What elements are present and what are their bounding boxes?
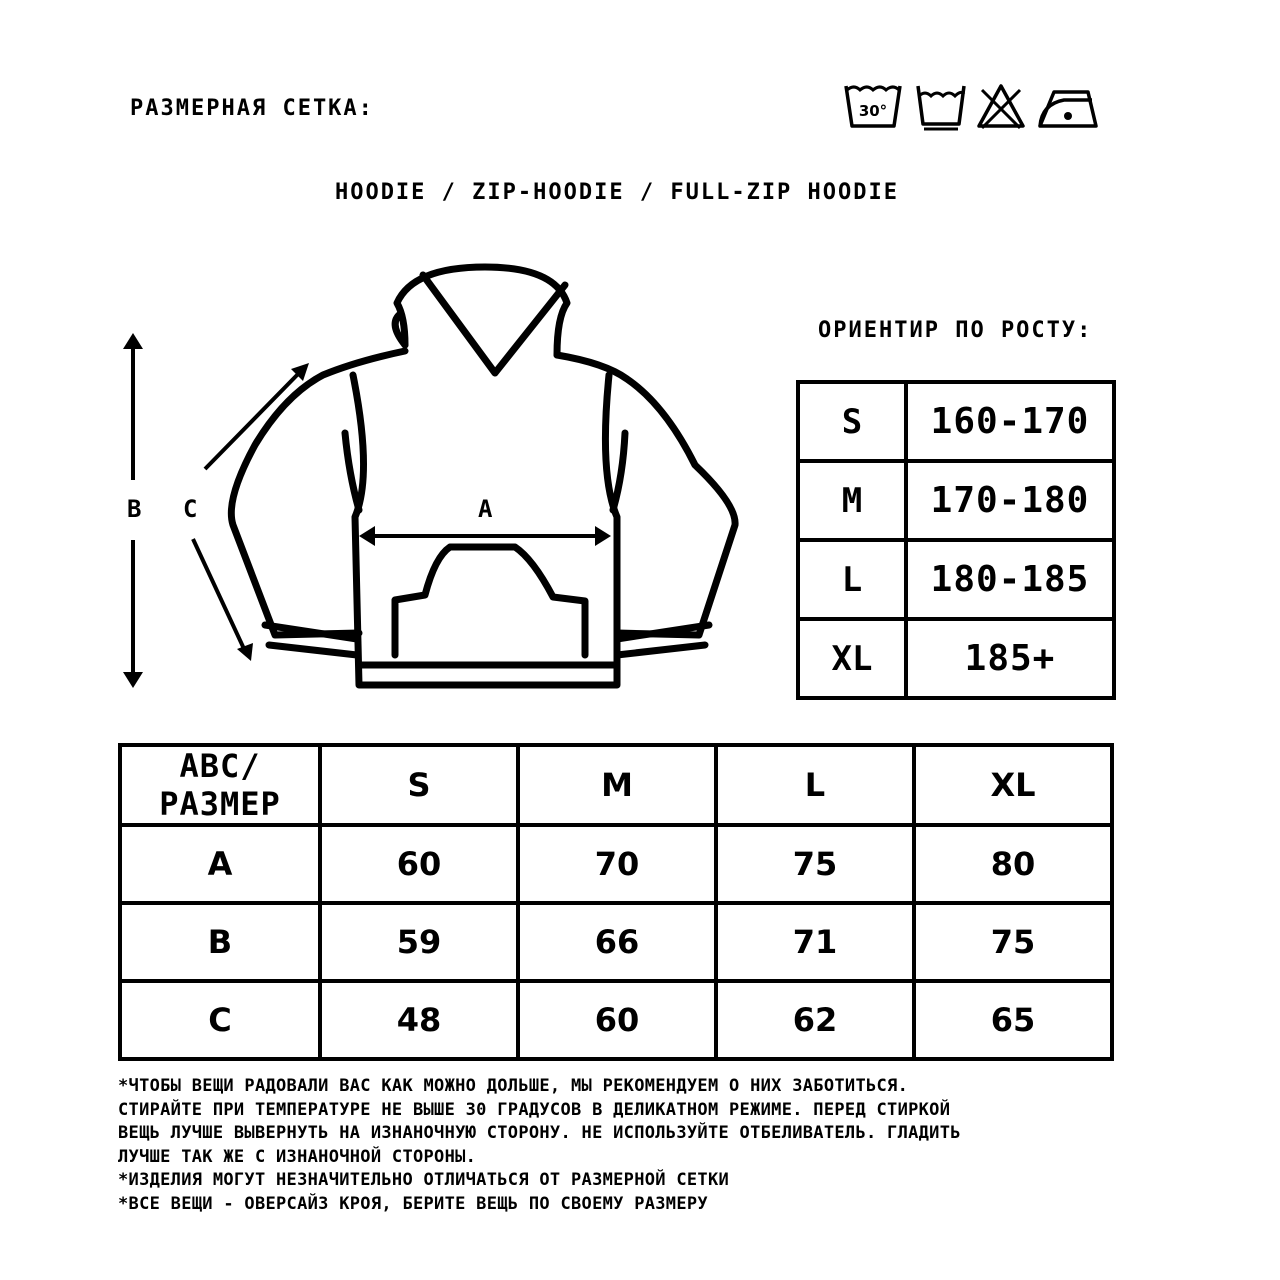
height-range-cell: 180-185 — [906, 540, 1114, 619]
table-cell: 75 — [716, 825, 914, 903]
height-size-cell: S — [798, 382, 906, 461]
table-cell: 75 — [914, 903, 1112, 981]
row-header: A — [120, 825, 320, 903]
column-header: L — [716, 745, 914, 825]
table-cell: 60 — [518, 981, 716, 1059]
table-cell: 60 — [320, 825, 518, 903]
page-title: РАЗМЕРНАЯ СЕТКА: — [130, 96, 374, 121]
note-line: *ВСЕ ВЕЩИ - ОВЕРСАЙЗ КРОЯ, БЕРИТЕ ВЕЩЬ ПО СВОЕМУ РАЗМЕРУ — [118, 1193, 708, 1214]
table-cell: 71 — [716, 903, 914, 981]
column-header: M — [518, 745, 716, 825]
height-size-cell: L — [798, 540, 906, 619]
height-size-cell: M — [798, 461, 906, 540]
height-guide-title: ОРИЕНТИР ПО РОСТУ: — [818, 318, 1093, 343]
dimension-label-c: C — [183, 495, 198, 523]
table-row — [798, 382, 1114, 461]
column-header: S — [320, 745, 518, 825]
dimension-label-a: A — [478, 495, 493, 523]
size-chart-table — [118, 743, 1114, 1061]
note-line: СТИРАЙТЕ ПРИ ТЕМПЕРАТУРЕ НЕ ВЫШЕ 30 ГРАДУСОВ В ДЕЛИКАТНОМ РЕЖИМЕ. ПЕРЕД СТИРКОЙ — [118, 1099, 951, 1120]
row-header: B — [120, 903, 320, 981]
table-row — [120, 903, 1112, 981]
table-cell: 48 — [320, 981, 518, 1059]
hand-wash-icon — [916, 82, 966, 132]
table-cell: 66 — [518, 903, 716, 981]
dimension-label-b: B — [127, 495, 142, 523]
table-cell: 80 — [914, 825, 1112, 903]
note-line: ВЕЩЬ ЛУЧШЕ ВЫВЕРНУТЬ НА ИЗНАНОЧНУЮ СТОРОНУ. НЕ ИСПОЛЬЗУЙТЕ ОТБЕЛИВАТЕЛЬ. ГЛАДИТЬ — [118, 1123, 961, 1143]
hoodie-diagram — [105, 255, 755, 700]
no-bleach-icon — [976, 82, 1026, 132]
table-row — [798, 540, 1114, 619]
iron-low-icon — [1036, 82, 1100, 132]
table-row — [798, 461, 1114, 540]
table-cell: 65 — [914, 981, 1112, 1059]
note-line: *ИЗДЕЛИЯ МОГУТ НЕЗНАЧИТЕЛЬНО ОТЛИЧАТЬСЯ ОТ РАЗМЕРНОЙ СЕТКИ — [118, 1170, 730, 1190]
product-subtitle: HOODIE / ZIP-HOODIE / FULL-ZIP HOODIE — [334, 180, 900, 205]
table-cell: 70 — [518, 825, 716, 903]
height-size-cell: XL — [798, 619, 906, 698]
table-corner-cell: ABC/РАЗМЕР — [120, 745, 320, 825]
table-row — [120, 981, 1112, 1059]
care-icons — [842, 82, 1104, 138]
table-row — [798, 619, 1114, 698]
care-notes — [118, 1075, 1258, 1216]
height-range-cell: 170-180 — [906, 461, 1114, 540]
table-header-row — [120, 745, 1112, 825]
row-header: C — [120, 981, 320, 1059]
table-row — [120, 825, 1112, 903]
height-range-cell: 185+ — [906, 619, 1114, 698]
table-cell: 59 — [320, 903, 518, 981]
height-guide-table — [796, 380, 1116, 700]
note-line: *ЧТОБЫ ВЕЩИ РАДОВАЛИ ВАС КАК МОЖНО ДОЛЬШЕ, МЫ РЕКОМЕНДУЕМ О НИХ ЗАБОТИТЬСЯ. — [118, 1076, 909, 1096]
wash-30-icon — [844, 82, 902, 132]
note-line: ЛУЧШЕ ТАК ЖЕ С ИЗНАНОЧНОЙ СТОРОНЫ. — [118, 1146, 477, 1167]
table-cell: 62 — [716, 981, 914, 1059]
wash-temperature-label: 30° — [858, 102, 888, 120]
height-range-cell: 160-170 — [906, 382, 1114, 461]
column-header: XL — [914, 745, 1112, 825]
